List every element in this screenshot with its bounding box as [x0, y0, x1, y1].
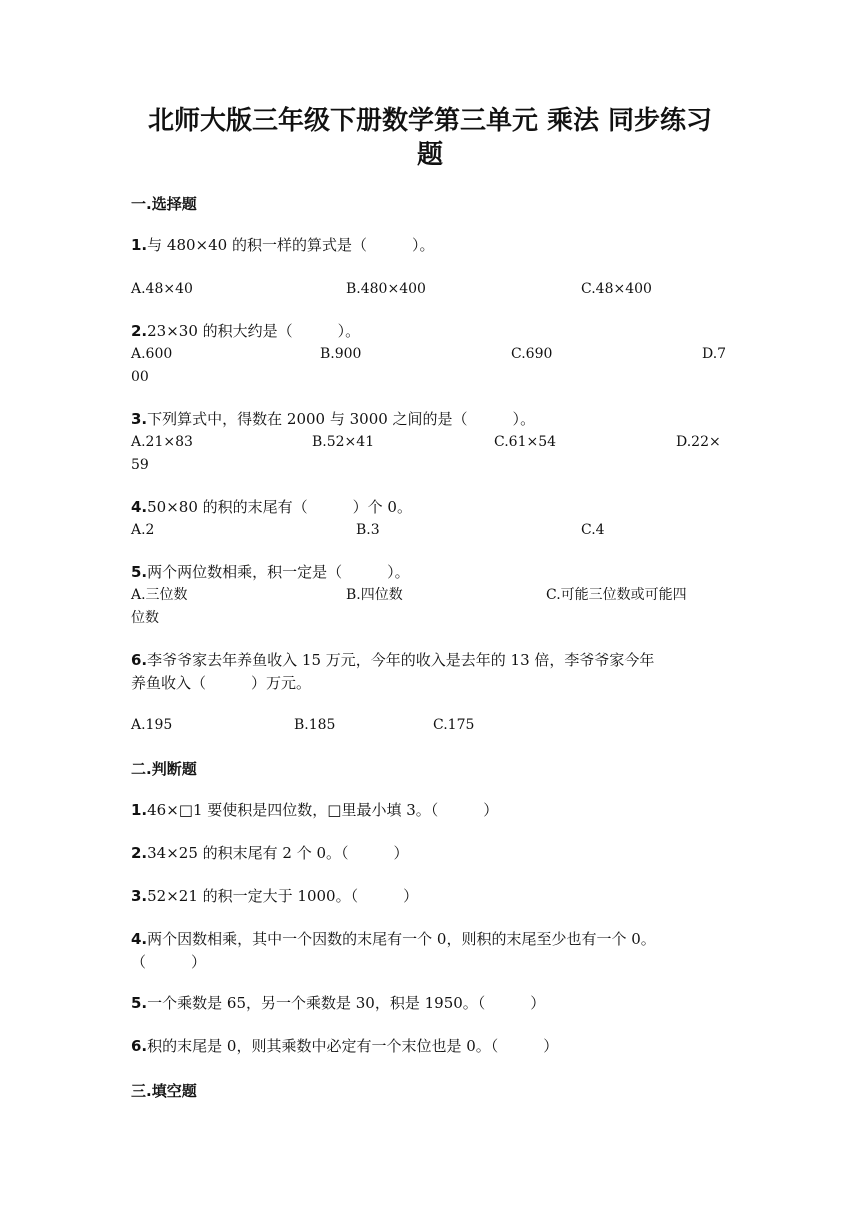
option-c: C.4 [581, 522, 605, 538]
question-number: 1. [131, 801, 148, 819]
question-number: 5. [131, 563, 148, 581]
question-number: 2. [131, 844, 148, 862]
question-text: 23×30 的积大约是（ ）。 [147, 322, 361, 340]
choice-question-4 [131, 496, 731, 519]
question-number: 3. [131, 410, 148, 428]
question-text: 52×21 的积一定大于 1000。（ ） [147, 887, 419, 905]
option-c: C.可能三位数或可能四 [546, 587, 687, 603]
question-text: 一个乘数是 65，另一个乘数是 30，积是 1950。（ ） [147, 994, 546, 1012]
judge-question-2 [131, 842, 731, 865]
judge-question-5 [131, 992, 731, 1015]
question-number: 1. [131, 236, 148, 254]
question-text: 50×80 的积的末尾有（ ）个 0。 [147, 498, 412, 516]
question-text-line-1: 李爷爷家去年养鱼收入 15 万元，今年的收入是去年的 13 倍，李爷爷家今年 [147, 651, 655, 669]
title-line-2: 题 [416, 140, 443, 170]
page-title [130, 104, 730, 172]
option-b: B.3 [356, 522, 380, 538]
option-d: D.7 [702, 346, 727, 362]
question-text: 与 480×40 的积一样的算式是（ ）。 [147, 236, 435, 254]
choice-question-1 [131, 234, 731, 257]
option-b: B.52×41 [312, 434, 375, 450]
option-c-wrap: 位数 [131, 610, 159, 626]
option-a: A.2 [131, 522, 155, 538]
option-d-wrap: 00 [131, 369, 149, 385]
question-text-line-1: 两个因数相乘，其中一个因数的末尾有一个 0，则积的末尾至少也有一个 0。 [147, 930, 656, 948]
option-a: A.48×40 [131, 281, 193, 297]
question-number: 5. [131, 994, 148, 1012]
question-text: 下列算式中，得数在 2000 与 3000 之间的是（ ）。 [147, 410, 536, 428]
question-number: 6. [131, 651, 148, 669]
section-heading-choice: 一.选择题 [131, 195, 197, 213]
question-text: 两个两位数相乘，积一定是（ ）。 [147, 563, 410, 581]
judge-question-4 [131, 928, 731, 974]
option-b: B.900 [320, 346, 362, 362]
option-c: C.61×54 [494, 434, 557, 450]
question-number: 2. [131, 322, 148, 340]
option-a: A.21×83 [131, 434, 193, 450]
option-a: A.600 [131, 346, 173, 362]
option-a: A.195 [131, 717, 173, 733]
judge-question-1 [131, 799, 731, 822]
choice-question-6 [131, 649, 731, 695]
question-text: 积的末尾是 0，则其乘数中必定有一个末位也是 0。（ ） [147, 1037, 559, 1055]
option-c: C.48×400 [581, 281, 652, 297]
option-c: C.690 [511, 346, 553, 362]
question-number: 6. [131, 1037, 148, 1055]
question-number: 3. [131, 887, 148, 905]
judge-question-3 [131, 885, 731, 908]
option-b: B.185 [294, 717, 336, 733]
question-text-line-2: 养鱼收入（ ）万元。 [131, 674, 312, 692]
choice-question-3 [131, 408, 731, 431]
title-line-1: 北师大版三年级下册数学第三单元 乘法 同步练习 [147, 106, 713, 136]
option-a: A.三位数 [131, 587, 188, 603]
question-number: 4. [131, 498, 148, 516]
option-c: C.175 [433, 717, 475, 733]
judge-question-6 [131, 1035, 731, 1058]
question-text-line-2: （ ） [131, 953, 207, 971]
question-text: 46×□1 要使积是四位数，□里最小填 3。（ ） [147, 801, 499, 819]
question-text: 34×25 的积末尾有 2 个 0。（ ） [147, 844, 409, 862]
choice-question-5 [131, 561, 731, 584]
option-b: B.四位数 [346, 587, 403, 603]
section-heading-fill: 三.填空题 [131, 1082, 197, 1100]
section-heading-judge: 二.判断题 [131, 760, 197, 778]
option-d: D.22× [676, 434, 721, 450]
choice-question-2 [131, 320, 731, 343]
option-b: B.480×400 [346, 281, 426, 297]
option-d-wrap: 59 [131, 457, 149, 473]
question-number: 4. [131, 930, 148, 948]
